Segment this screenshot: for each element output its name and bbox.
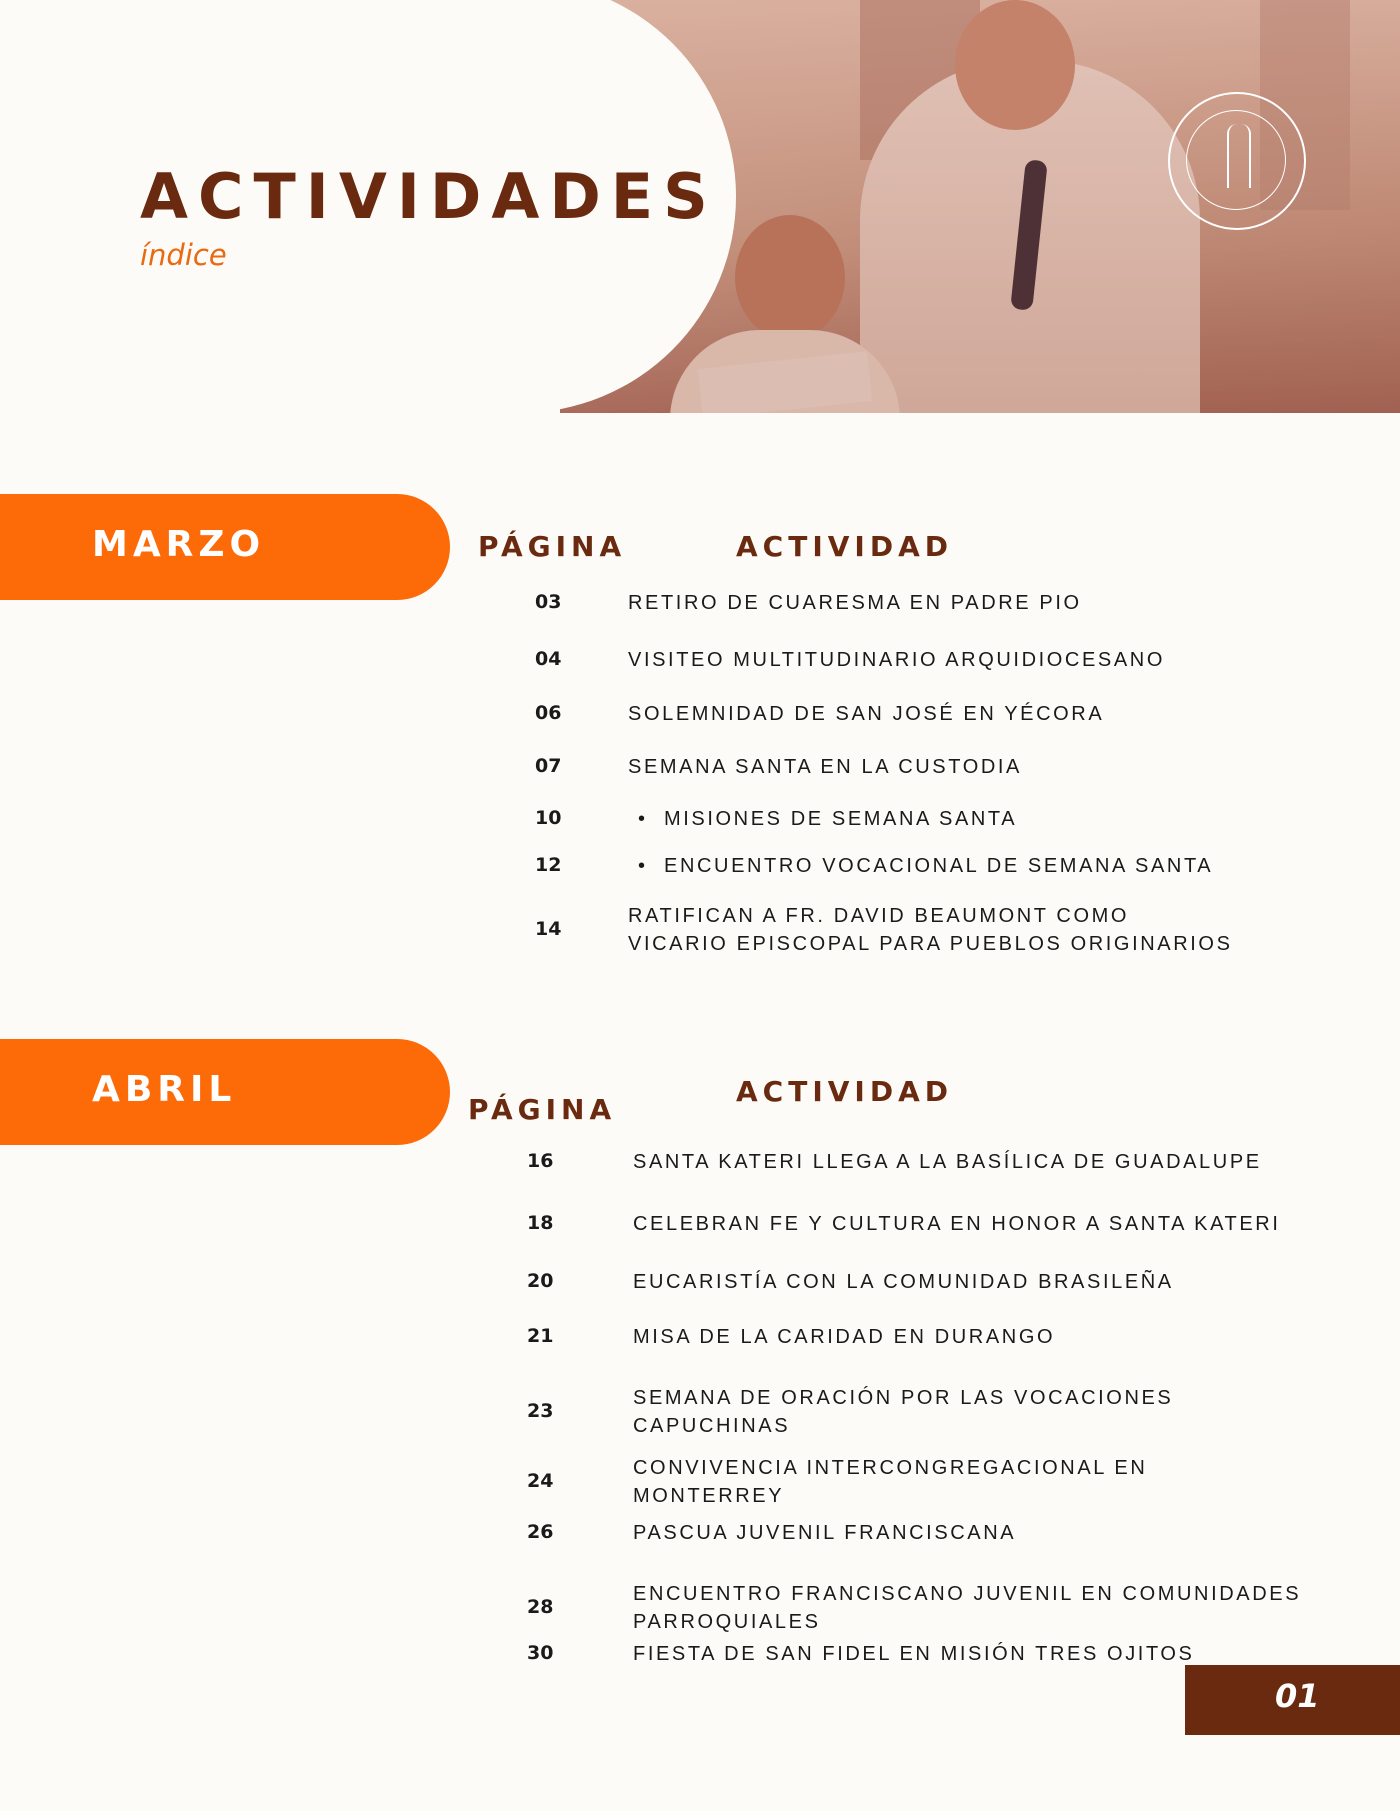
month-pill-abril: [0, 1039, 450, 1145]
month-label: MARZO: [92, 524, 266, 565]
page-number-cell: 07: [535, 755, 562, 777]
page-number-cell: 10: [535, 807, 562, 829]
activity-cell: [628, 589, 1082, 617]
activity-cell: [633, 1640, 1195, 1668]
page-number: 01: [1275, 1677, 1320, 1715]
activity-cell: [633, 1580, 1301, 1636]
page-number-cell: 20: [527, 1270, 554, 1292]
page-number-cell: 12: [535, 854, 562, 876]
activity-cell: [633, 1210, 1281, 1238]
page-number-cell: 06: [535, 702, 562, 724]
activity-cell: [633, 1268, 1174, 1296]
activity-text: RETIRO DE CUARESMA EN PADRE PIO: [628, 592, 1082, 614]
page-number-cell: 14: [535, 918, 562, 940]
activity-cell: [628, 753, 1022, 781]
activity-cell: [664, 852, 1213, 880]
column-header-page: PÁGINA: [468, 1093, 617, 1126]
activity-text: PARROQUIALES: [633, 1611, 821, 1633]
activity-text: SANTA KATERI LLEGA A LA BASÍLICA DE GUADALUPE: [633, 1151, 1262, 1173]
activity-text: PASCUA JUVENIL FRANCISCANA: [633, 1522, 1017, 1544]
activity-cell: [633, 1384, 1173, 1440]
activity-text: VICARIO EPISCOPAL PARA PUEBLOS ORIGINARIOS: [628, 933, 1233, 955]
activity-text: FIESTA DE SAN FIDEL EN MISIÓN TRES OJITOS: [633, 1643, 1195, 1665]
activity-text: SEMANA SANTA EN LA CUSTODIA: [628, 756, 1022, 778]
page-number-cell: 18: [527, 1212, 554, 1234]
activity-text: SEMANA DE ORACIÓN POR LAS VOCACIONES: [633, 1387, 1174, 1409]
activity-text: CAPUCHINAS: [633, 1415, 791, 1437]
activity-text: CONVIVENCIA INTERCONGREGACIONAL EN: [633, 1457, 1148, 1479]
activity-text: RATIFICAN A FR. DAVID BEAUMONT COMO: [628, 905, 1130, 927]
page-number-cell: 21: [527, 1325, 554, 1347]
page-number-cell: 03: [535, 591, 562, 613]
activity-cell: [633, 1323, 1055, 1351]
page-number-cell: 28: [527, 1596, 554, 1618]
activity-text: • ENCUENTRO VOCACIONAL DE SEMANA SANTA: [664, 855, 1214, 877]
page-number-cell: 16: [527, 1150, 554, 1172]
activity-cell: [628, 646, 1165, 674]
activity-text: CELEBRAN FE Y CULTURA EN HONOR A SANTA KATERI: [633, 1213, 1281, 1235]
page-title: ACTIVIDADES: [140, 160, 718, 233]
activity-cell: [628, 700, 1104, 728]
activity-text: EUCARISTÍA CON LA COMUNIDAD BRASILEÑA: [633, 1271, 1174, 1293]
page-number-cell: 26: [527, 1521, 554, 1543]
page-subtitle: índice: [140, 238, 227, 272]
activity-cell: [633, 1148, 1262, 1176]
month-pill-marzo: [0, 494, 450, 600]
activity-cell: [664, 805, 1017, 833]
activity-cell: [633, 1454, 1147, 1510]
activity-cell: [633, 1519, 1016, 1547]
page-number-cell: 23: [527, 1400, 554, 1422]
page-number-cell: 24: [527, 1470, 554, 1492]
activity-text: • MISIONES DE SEMANA SANTA: [664, 808, 1018, 830]
custodia-seal-logo: [1168, 92, 1306, 230]
page-number-cell: 04: [535, 648, 562, 670]
activity-text: VISITEO MULTITUDINARIO ARQUIDIOCESANO: [628, 649, 1165, 671]
activity-text: SOLEMNIDAD DE SAN JOSÉ EN YÉCORA: [628, 703, 1105, 725]
activity-text: ENCUENTRO FRANCISCANO JUVENIL EN COMUNIDADES: [633, 1583, 1302, 1605]
column-header-activity: ACTIVIDAD: [736, 530, 953, 563]
activity-cell: [628, 902, 1233, 958]
column-header-activity: ACTIVIDAD: [736, 1075, 953, 1108]
column-header-page: PÁGINA: [478, 530, 627, 563]
month-label: ABRIL: [92, 1069, 237, 1110]
page-number-cell: 30: [527, 1642, 554, 1664]
page-number-box: [1185, 1665, 1400, 1735]
activity-text: MISA DE LA CARIDAD EN DURANGO: [633, 1326, 1056, 1348]
activity-text: MONTERREY: [633, 1485, 785, 1507]
